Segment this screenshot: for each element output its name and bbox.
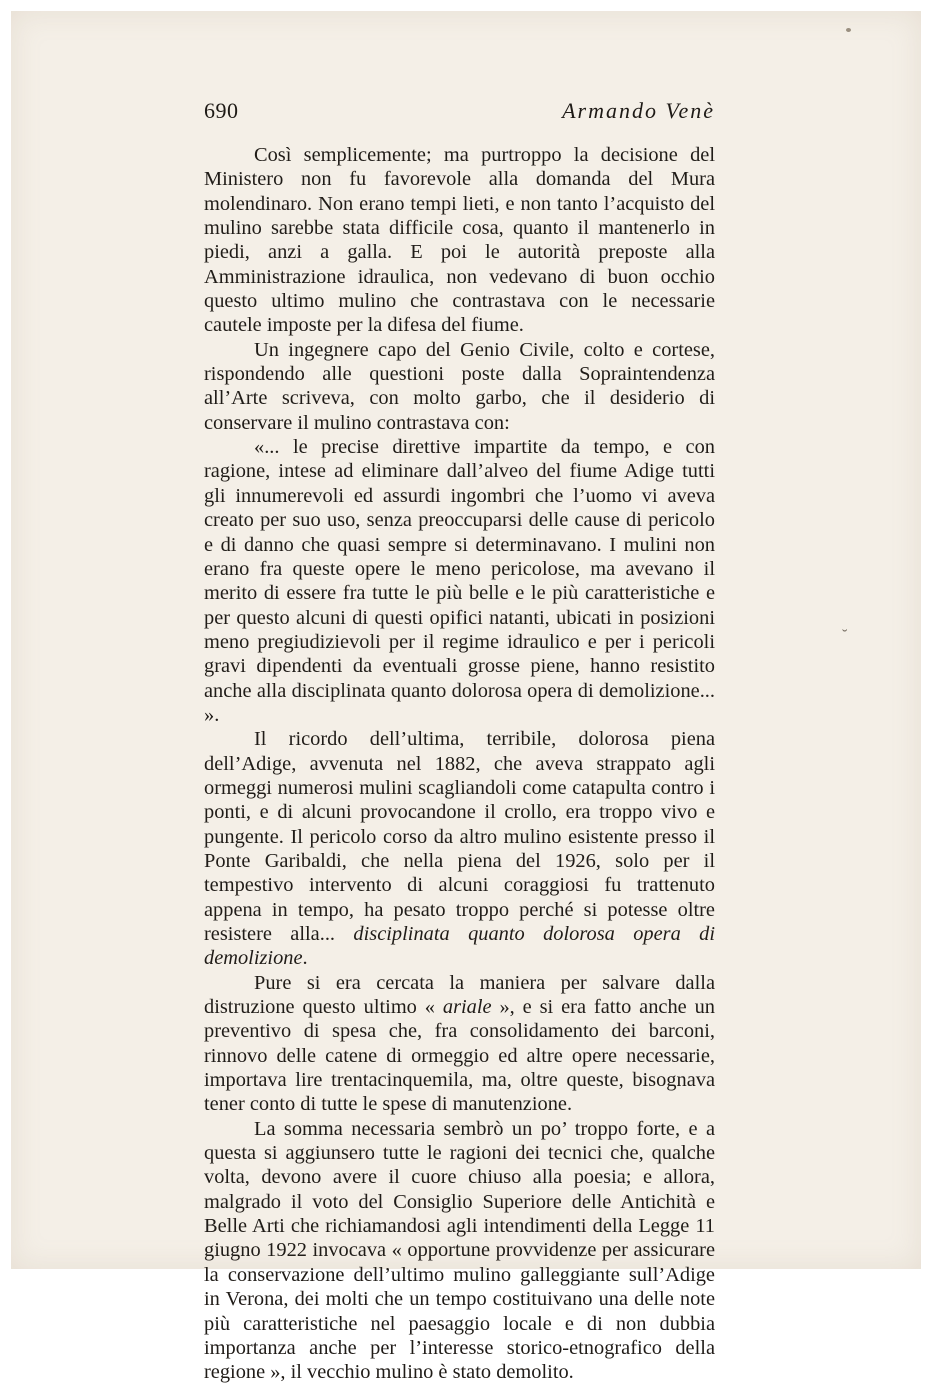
paragraph [204,727,715,970]
text-run: Così semplicemente; ma purtroppo la decisione del Ministero non fu favorevole alla domanda del Mura molendinaro. Non erano tempi lieti, e non tanto l’acquisto del mulino sarebbe stata difficile cosa, quanto il mantenerlo in piedi, anzi a galla. E poi le autorità preposte alla Amministrazione idraulica, non vedevano di buon occhio questo ultimo mulino che contrastava con le necessarie cautele imposte per la difesa del fiume. [204,144,715,337]
italic-text: disciplinata quanto dolorosa opera di demolizione [204,923,715,970]
running-head [204,98,715,126]
text-run: La somma necessaria sembrò un po’ troppo forte, e a questa si aggiunsero tutte le ragioni dei tecnici che, qualche volta, devono avere il cuore chiuso alla poesia; e allora, malgrado il voto del Consiglio Superiore delle Antichità e Belle Arti che richiamandosi agli intendimenti della Legge 11 giugno 1922 invocava « opportune provvidenze per assicurare la conservazione dell’ultimo mulino galleggiante sull’Adige in Verona, dei molti che un tempo costituivano una delle note più caratteristiche nel paesaggio locale e di non dubbia importanza anche per l’interesse storico-etnografico della regione », il vecchio mulino è stato demolito. [204,1117,715,1384]
text-run: Un ingegnere capo del Genio Civile, colto e cortese, rispondendo alle questioni poste dalla Sopraintendenza all’Arte scriveva, con molto garbo, che il desiderio di conservare il mulino contrastava con: [204,338,715,434]
body-text [204,143,715,1385]
paragraph [204,143,715,338]
paragraph [204,1117,715,1385]
paragraph [204,338,715,435]
text-run: Pure si era cercata la maniera per salvare dalla distruzione questo ultimo « [204,971,715,1019]
paper-speck [846,28,851,32]
text-run: . [302,947,308,970]
text-run: «... le precise direttive impartite da tempo, e con ragione, intese ad eliminare dall’alveo del fiume Adige tutti gli innumerevoli ed assurdi ingombri che l’uomo vi aveva creato per suo uso, senza preoccuparsi delle cause di pericolo e di danno che quasi sempre si determinavano. I mulini non erano fra queste opere le meno pericolose, ma avevano il merito di essere fra tutte le più belle e le più caratteristiche e per questo alcuni di questi opifici natanti, ubicati in posizioni meno pregiudizievoli per il regime idraulico e per i pericoli gravi dipendenti da eventuali grosse piene, hanno resistito anche alla disciplinata quanto dolorosa opera di demolizione... ». [204,436,715,726]
page-number: 690 [204,98,239,123]
text-run: », e si era fatto anche un preventivo di spesa che, fra consolidamento dei barconi, rinnovo delle catene di ormeggio ed altre opere necessarie, importava lire trentacinquemila, ma, oltre queste, bisognava tener conto di tutte le spese di manutenzione. [204,996,715,1116]
text-run: Il ricordo dell’ultima, terribile, dolorosa piena dell’Adige, avvenuta nel 1882, che aveva strappato agli ormeggi numerosi mulini scagliandoli come catapulta contro i ponti, e di alcuni provocandone il crollo, era troppo vivo e pungente. Il pericolo corso da altro mulino esistente presso il Ponte Garibaldi, che nella piena del 1926, solo per il tempestivo intervento di alcuni coraggiosi fu trattenuto appena in tempo, ha pesato troppo perché si potesse oltre resistere alla... [204,728,715,945]
running-head-author: Armando Venè [562,98,715,123]
margin-mark: ˘ [842,627,848,644]
paragraph [204,435,715,727]
italic-text: ariale [442,996,492,1019]
paragraph [204,971,715,1117]
